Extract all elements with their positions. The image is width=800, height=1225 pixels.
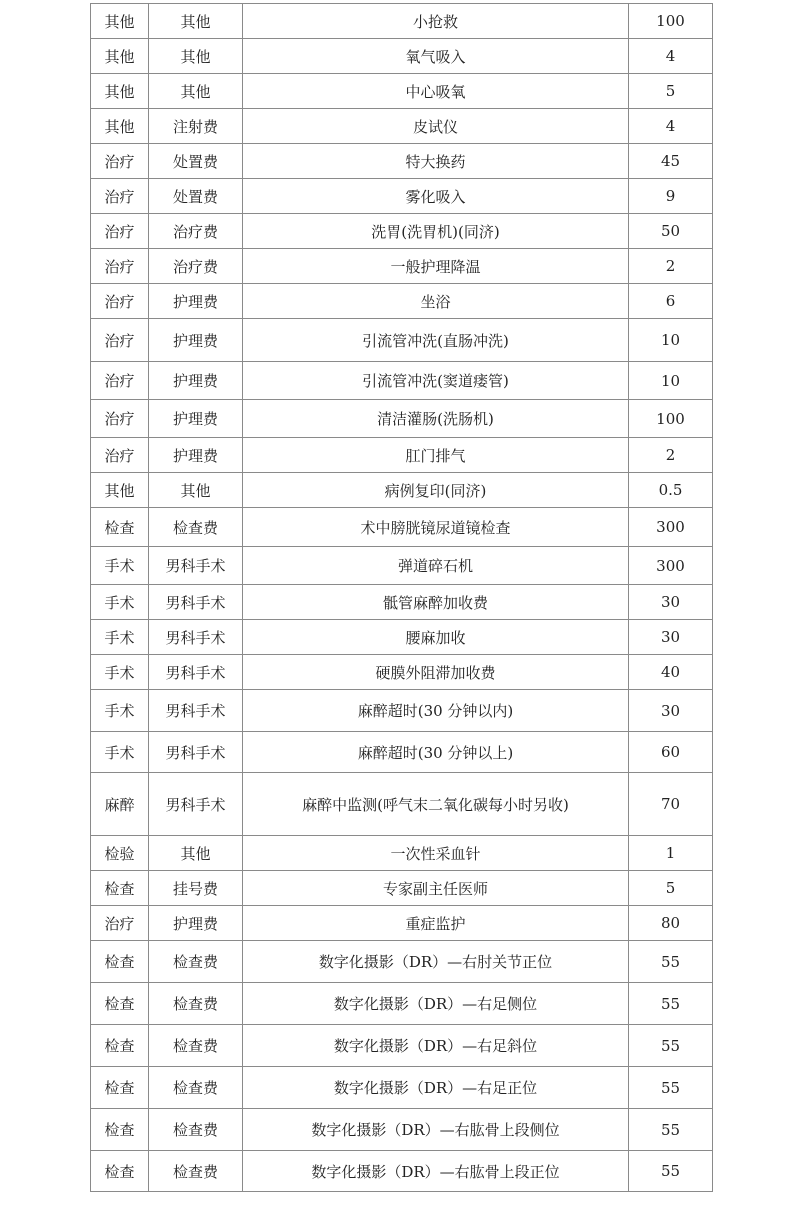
price-cell: 45 bbox=[629, 144, 713, 179]
table-row bbox=[91, 144, 713, 179]
item-name-cell: 病例复印(同济) bbox=[243, 473, 629, 508]
table-row bbox=[91, 473, 713, 508]
category-cell: 治疗 bbox=[91, 906, 149, 941]
price-cell: 5 bbox=[629, 74, 713, 109]
subcategory-cell: 检查费 bbox=[149, 983, 243, 1025]
item-name-cell: 数字化摄影（DR）—右肘关节正位 bbox=[243, 941, 629, 983]
subcategory-cell: 护理费 bbox=[149, 906, 243, 941]
subcategory-cell: 其他 bbox=[149, 4, 243, 39]
subcategory-cell: 检查费 bbox=[149, 1109, 243, 1151]
table-row bbox=[91, 214, 713, 249]
price-cell: 0.5 bbox=[629, 473, 713, 508]
price-cell: 300 bbox=[629, 547, 713, 585]
price-cell: 55 bbox=[629, 983, 713, 1025]
category-cell: 手术 bbox=[91, 732, 149, 773]
category-cell: 手术 bbox=[91, 655, 149, 690]
category-cell: 检查 bbox=[91, 508, 149, 547]
table-row bbox=[91, 1025, 713, 1067]
category-cell: 检查 bbox=[91, 1109, 149, 1151]
price-cell: 100 bbox=[629, 4, 713, 39]
category-cell: 治疗 bbox=[91, 179, 149, 214]
subcategory-cell: 男科手术 bbox=[149, 732, 243, 773]
price-cell: 60 bbox=[629, 732, 713, 773]
price-cell: 40 bbox=[629, 655, 713, 690]
table-row bbox=[91, 836, 713, 871]
category-cell: 手术 bbox=[91, 547, 149, 585]
item-name-cell: 腰麻加收 bbox=[243, 620, 629, 655]
subcategory-cell: 护理费 bbox=[149, 362, 243, 400]
price-cell: 300 bbox=[629, 508, 713, 547]
category-cell: 治疗 bbox=[91, 438, 149, 473]
table-row bbox=[91, 249, 713, 284]
category-cell: 麻醉 bbox=[91, 773, 149, 836]
table-row bbox=[91, 1067, 713, 1109]
subcategory-cell: 护理费 bbox=[149, 284, 243, 319]
table-row bbox=[91, 109, 713, 144]
price-cell: 30 bbox=[629, 620, 713, 655]
category-cell: 检查 bbox=[91, 871, 149, 906]
price-cell: 100 bbox=[629, 400, 713, 438]
category-cell: 检查 bbox=[91, 1025, 149, 1067]
category-cell: 手术 bbox=[91, 620, 149, 655]
price-cell: 55 bbox=[629, 1025, 713, 1067]
subcategory-cell: 男科手术 bbox=[149, 655, 243, 690]
item-name-cell: 特大换药 bbox=[243, 144, 629, 179]
item-name-cell: 麻醉超时(30 分钟以上) bbox=[243, 732, 629, 773]
category-cell: 其他 bbox=[91, 4, 149, 39]
fee-table-body bbox=[91, 4, 713, 1192]
table-row bbox=[91, 362, 713, 400]
subcategory-cell: 检查费 bbox=[149, 508, 243, 547]
subcategory-cell: 检查费 bbox=[149, 1025, 243, 1067]
category-cell: 其他 bbox=[91, 74, 149, 109]
item-name-cell: 一次性采血针 bbox=[243, 836, 629, 871]
table-row bbox=[91, 284, 713, 319]
item-name-cell: 重症监护 bbox=[243, 906, 629, 941]
item-name-cell: 氧气吸入 bbox=[243, 39, 629, 74]
subcategory-cell: 男科手术 bbox=[149, 620, 243, 655]
item-name-cell: 数字化摄影（DR）—右足斜位 bbox=[243, 1025, 629, 1067]
price-cell: 6 bbox=[629, 284, 713, 319]
category-cell: 治疗 bbox=[91, 319, 149, 362]
category-cell: 检验 bbox=[91, 836, 149, 871]
table-row bbox=[91, 39, 713, 74]
table-row bbox=[91, 547, 713, 585]
price-cell: 4 bbox=[629, 39, 713, 74]
category-cell: 手术 bbox=[91, 585, 149, 620]
table-row bbox=[91, 438, 713, 473]
category-cell: 治疗 bbox=[91, 284, 149, 319]
subcategory-cell: 护理费 bbox=[149, 400, 243, 438]
item-name-cell: 中心吸氧 bbox=[243, 74, 629, 109]
subcategory-cell: 处置费 bbox=[149, 144, 243, 179]
price-cell: 9 bbox=[629, 179, 713, 214]
subcategory-cell: 处置费 bbox=[149, 179, 243, 214]
table-row bbox=[91, 983, 713, 1025]
subcategory-cell: 其他 bbox=[149, 473, 243, 508]
category-cell: 治疗 bbox=[91, 249, 149, 284]
subcategory-cell: 男科手术 bbox=[149, 773, 243, 836]
price-cell: 70 bbox=[629, 773, 713, 836]
item-name-cell: 专家副主任医师 bbox=[243, 871, 629, 906]
price-cell: 1 bbox=[629, 836, 713, 871]
category-cell: 检查 bbox=[91, 1067, 149, 1109]
category-cell: 其他 bbox=[91, 473, 149, 508]
table-row bbox=[91, 941, 713, 983]
subcategory-cell: 检查费 bbox=[149, 941, 243, 983]
category-cell: 检查 bbox=[91, 941, 149, 983]
table-row bbox=[91, 906, 713, 941]
item-name-cell: 数字化摄影（DR）—右肱骨上段正位 bbox=[243, 1151, 629, 1192]
table-row bbox=[91, 179, 713, 214]
price-cell: 10 bbox=[629, 319, 713, 362]
price-cell: 5 bbox=[629, 871, 713, 906]
category-cell: 治疗 bbox=[91, 144, 149, 179]
subcategory-cell: 男科手术 bbox=[149, 585, 243, 620]
price-cell: 2 bbox=[629, 438, 713, 473]
price-cell: 55 bbox=[629, 1151, 713, 1192]
item-name-cell: 洗胃(洗胃机)(同济) bbox=[243, 214, 629, 249]
table-row bbox=[91, 655, 713, 690]
table-row bbox=[91, 400, 713, 438]
subcategory-cell: 男科手术 bbox=[149, 547, 243, 585]
table-row bbox=[91, 732, 713, 773]
table-row bbox=[91, 4, 713, 39]
subcategory-cell: 其他 bbox=[149, 836, 243, 871]
fee-table bbox=[90, 3, 713, 1192]
item-name-cell: 坐浴 bbox=[243, 284, 629, 319]
table-row bbox=[91, 1109, 713, 1151]
category-cell: 治疗 bbox=[91, 362, 149, 400]
table-row bbox=[91, 773, 713, 836]
subcategory-cell: 其他 bbox=[149, 74, 243, 109]
price-cell: 4 bbox=[629, 109, 713, 144]
item-name-cell: 麻醉超时(30 分钟以内) bbox=[243, 690, 629, 732]
item-name-cell: 数字化摄影（DR）—右肱骨上段侧位 bbox=[243, 1109, 629, 1151]
table-row bbox=[91, 620, 713, 655]
subcategory-cell: 挂号费 bbox=[149, 871, 243, 906]
price-cell: 30 bbox=[629, 585, 713, 620]
subcategory-cell: 检查费 bbox=[149, 1151, 243, 1192]
table-row bbox=[91, 1151, 713, 1192]
item-name-cell: 清洁灌肠(洗肠机) bbox=[243, 400, 629, 438]
item-name-cell: 引流管冲洗(直肠冲洗) bbox=[243, 319, 629, 362]
category-cell: 其他 bbox=[91, 39, 149, 74]
item-name-cell: 皮试仪 bbox=[243, 109, 629, 144]
item-name-cell: 一般护理降温 bbox=[243, 249, 629, 284]
item-name-cell: 麻醉中监测(呼气末二氧化碳每小时另收) bbox=[243, 773, 629, 836]
category-cell: 治疗 bbox=[91, 214, 149, 249]
price-cell: 50 bbox=[629, 214, 713, 249]
category-cell: 其他 bbox=[91, 109, 149, 144]
subcategory-cell: 男科手术 bbox=[149, 690, 243, 732]
subcategory-cell: 检查费 bbox=[149, 1067, 243, 1109]
table-row bbox=[91, 585, 713, 620]
item-name-cell: 引流管冲洗(窦道瘘管) bbox=[243, 362, 629, 400]
category-cell: 手术 bbox=[91, 690, 149, 732]
item-name-cell: 数字化摄影（DR）—右足正位 bbox=[243, 1067, 629, 1109]
table-row bbox=[91, 871, 713, 906]
item-name-cell: 硬膜外阻滞加收费 bbox=[243, 655, 629, 690]
table-row bbox=[91, 319, 713, 362]
item-name-cell: 弹道碎石机 bbox=[243, 547, 629, 585]
price-cell: 2 bbox=[629, 249, 713, 284]
category-cell: 检查 bbox=[91, 983, 149, 1025]
category-cell: 检查 bbox=[91, 1151, 149, 1192]
subcategory-cell: 护理费 bbox=[149, 319, 243, 362]
price-cell: 55 bbox=[629, 1067, 713, 1109]
category-cell: 治疗 bbox=[91, 400, 149, 438]
subcategory-cell: 其他 bbox=[149, 39, 243, 74]
table-row bbox=[91, 74, 713, 109]
item-name-cell: 数字化摄影（DR）—右足侧位 bbox=[243, 983, 629, 1025]
table-row bbox=[91, 690, 713, 732]
price-cell: 55 bbox=[629, 1109, 713, 1151]
table-row bbox=[91, 508, 713, 547]
price-cell: 10 bbox=[629, 362, 713, 400]
subcategory-cell: 护理费 bbox=[149, 438, 243, 473]
item-name-cell: 骶管麻醉加收费 bbox=[243, 585, 629, 620]
item-name-cell: 术中膀胱镜尿道镜检查 bbox=[243, 508, 629, 547]
item-name-cell: 雾化吸入 bbox=[243, 179, 629, 214]
price-cell: 80 bbox=[629, 906, 713, 941]
subcategory-cell: 治疗费 bbox=[149, 214, 243, 249]
price-cell: 30 bbox=[629, 690, 713, 732]
subcategory-cell: 注射费 bbox=[149, 109, 243, 144]
price-cell: 55 bbox=[629, 941, 713, 983]
subcategory-cell: 治疗费 bbox=[149, 249, 243, 284]
item-name-cell: 小抢救 bbox=[243, 4, 629, 39]
item-name-cell: 肛门排气 bbox=[243, 438, 629, 473]
